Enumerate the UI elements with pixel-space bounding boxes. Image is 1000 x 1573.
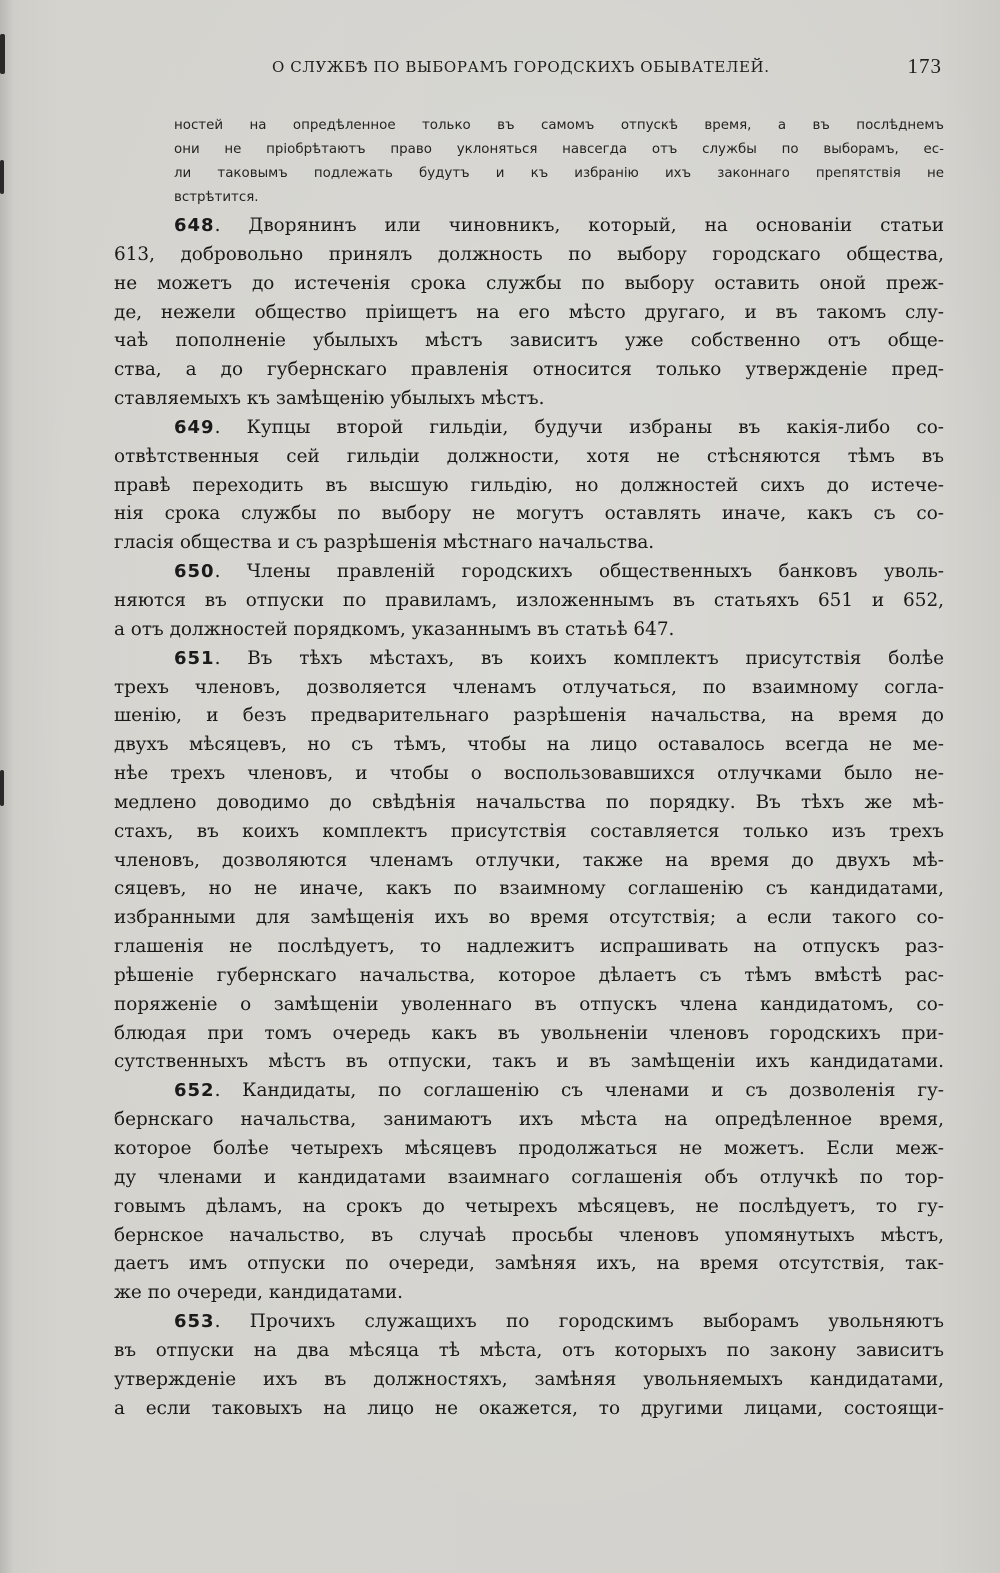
article-line: же по очереди, кандидатами.: [114, 1282, 403, 1304]
article-line: говымъ дѣламъ, на срокъ до четырехъ мѣсяцевъ, не послѣдуетъ, то гу-: [114, 1195, 944, 1217]
running-title: О СЛУЖБѢ ПО ВЫБОРАМЪ ГОРОДСКИХЪ ОБЫВАТЕЛЕЙ.: [272, 58, 770, 76]
article-line: стахъ, въ коихъ комплектъ присутствія составляется только изъ трехъ: [114, 820, 944, 842]
article-line: отвѣтственныя сей гильдіи должности, хотя не стѣсняются тѣмъ въ: [114, 445, 944, 467]
article-line: трехъ членовъ, дозволяется членамъ отлучаться, по взаимному согла-: [114, 676, 944, 698]
article-line: которое болѣе четырехъ мѣсяцевъ продолжаться не можетъ. Если меж-: [114, 1138, 944, 1159]
article-first-line: 651. Въ тѣхъ мѣстахъ, въ коихъ комплектъ присутствія болѣе: [174, 647, 944, 669]
article-number: 649: [174, 416, 215, 438]
article-line: даетъ имъ отпуски по очереди, замѣняя ихъ, на время отсутствія, так-: [114, 1253, 944, 1275]
article-line: бернское начальство, въ случаѣ просьбы членовъ упомянутыхъ мѣстъ,: [114, 1224, 944, 1246]
article-first-line: 653. Прочихъ служащихъ по городскимъ выборамъ увольняютъ: [174, 1311, 944, 1333]
note-line: они не пріобрѣтаютъ право уклоняться навсегда отъ службы по выборамъ, ес-: [174, 142, 944, 157]
article-line: рѣшеніе губернскаго начальства, которое дѣлаетъ съ тѣмъ вмѣстѣ рас-: [114, 964, 944, 986]
page-edge-mark: [0, 160, 4, 194]
article-line: гласія общества и съ разрѣшенія мѣстнаго начальства.: [114, 532, 655, 554]
article-line: сяцевъ, но не иначе, какъ по взаимному соглашенію съ кандидатами,: [114, 878, 944, 900]
running-header: [0, 54, 1000, 84]
article-648: [114, 212, 944, 414]
article-line: нія срока службы по выбору не могутъ оставлять иначе, какъ съ со-: [114, 503, 944, 525]
article-line: бернскаго начальства, занимаютъ ихъ мѣста на опредѣленное время,: [114, 1109, 944, 1131]
article-line: 613, добровольно принялъ должность по выбору городскаго общества,: [114, 243, 944, 265]
article-650: [114, 558, 944, 645]
article-line: глашенія не послѣдуетъ, то надлежитъ испрашивать на отпускъ раз-: [114, 936, 944, 958]
article-line: де, нежели общество пріищетъ на его мѣсто другаго, и въ такомъ слу-: [114, 301, 944, 323]
article-line: членовъ, дозволяются членамъ отлучки, также на время до двухъ мѣ-: [114, 849, 944, 871]
article-number: 648: [174, 215, 215, 236]
article-number: 653: [174, 1311, 215, 1333]
article-first-line: 649. Купцы второй гильдіи, будучи избраны въ какія-либо со-: [174, 416, 944, 438]
note-line: встрѣтится.: [174, 190, 259, 205]
article-line: двухъ мѣсяцевъ, но съ тѣмъ, чтобы на лицо оставалось всегда не ме-: [114, 734, 944, 756]
article-line: блюдая при томъ очередь какъ въ увольненіи членовъ городскихъ при-: [114, 1022, 944, 1044]
footnote-continuation: [174, 114, 944, 210]
article-line: шенію, и безъ предварительнаго разрѣшенія начальства, на время до: [114, 705, 944, 727]
page-number: 173: [907, 54, 942, 78]
article-652: [114, 1077, 944, 1308]
article-first-line: 650. Члены правленій городскихъ общественныхъ банковъ уволь-: [174, 561, 944, 583]
article-line: избранными для замѣщенія ихъ во время отсутствія; а если такого со-: [114, 907, 944, 929]
article-number: 652: [174, 1080, 215, 1102]
articles-body: [114, 212, 944, 1423]
article-line: ставляемыхъ къ замѣщенію убылыхъ мѣстъ.: [114, 388, 545, 410]
article-line: чаѣ пополненіе убылыхъ мѣстъ зависитъ уже собственно отъ обще-: [114, 330, 944, 352]
article-line: а если таковыхъ на лицо не окажется, то другими лицами, состоящи-: [114, 1397, 944, 1419]
article-649: [114, 414, 944, 558]
article-line: медлено доводимо до свѣдѣнія начальства по порядку. Въ тѣхъ же мѣ-: [114, 791, 944, 813]
article-first-line: 648. Дворянинъ или чиновникъ, который, на основаніи статьи: [174, 215, 944, 236]
article-line: поряженіе о замѣщеніи уволеннаго въ отпускъ члена кандидатомъ, со-: [114, 993, 944, 1015]
article-first-line: 652. Кандидаты, по соглашенію съ членами и съ дозволенія гу-: [174, 1080, 944, 1102]
article-653: [114, 1308, 944, 1423]
article-number: 650: [174, 561, 215, 583]
article-line: а отъ должностей порядкомъ, указаннымъ въ статьѣ 647.: [114, 618, 675, 640]
article-line: ства, а до губернскаго правленія относится только утвержденіе пред-: [114, 359, 944, 381]
article-line: правѣ переходить въ высшую гильдію, но должностей сихъ до истече-: [114, 474, 944, 496]
article-line: ду членами и кандидатами взаимнаго соглашенія объ отлучкѣ по тор-: [114, 1166, 944, 1188]
article-number: 651: [174, 647, 215, 669]
page-edge-mark: [0, 770, 4, 806]
article-line: утвержденіе ихъ въ должностяхъ, замѣняя увольняемыхъ кандидатами,: [114, 1368, 944, 1390]
article-line: нѣе трехъ членовъ, и чтобы о воспользовавшихся отлучками было не-: [114, 763, 944, 785]
article-line: въ отпуски на два мѣсяца тѣ мѣста, отъ которыхъ по закону зависитъ: [114, 1339, 944, 1361]
article-line: няются въ отпуски по правиламъ, изложеннымъ въ статьяхъ 651 и 652,: [114, 589, 944, 611]
article-651: [114, 645, 944, 1078]
note-line: ностей на опредѣленное только въ самомъ отпускѣ время, а въ послѣднемъ: [174, 118, 944, 133]
article-line: не можетъ до истеченія срока службы по выбору оставить оной преж-: [114, 272, 944, 294]
note-line: ли таковымъ подлежать будутъ и къ избранію ихъ законнаго препятствія не: [174, 166, 944, 181]
article-line: сутственныхъ мѣстъ въ отпуски, такъ и въ замѣщеніи ихъ кандидатами.: [114, 1051, 944, 1073]
